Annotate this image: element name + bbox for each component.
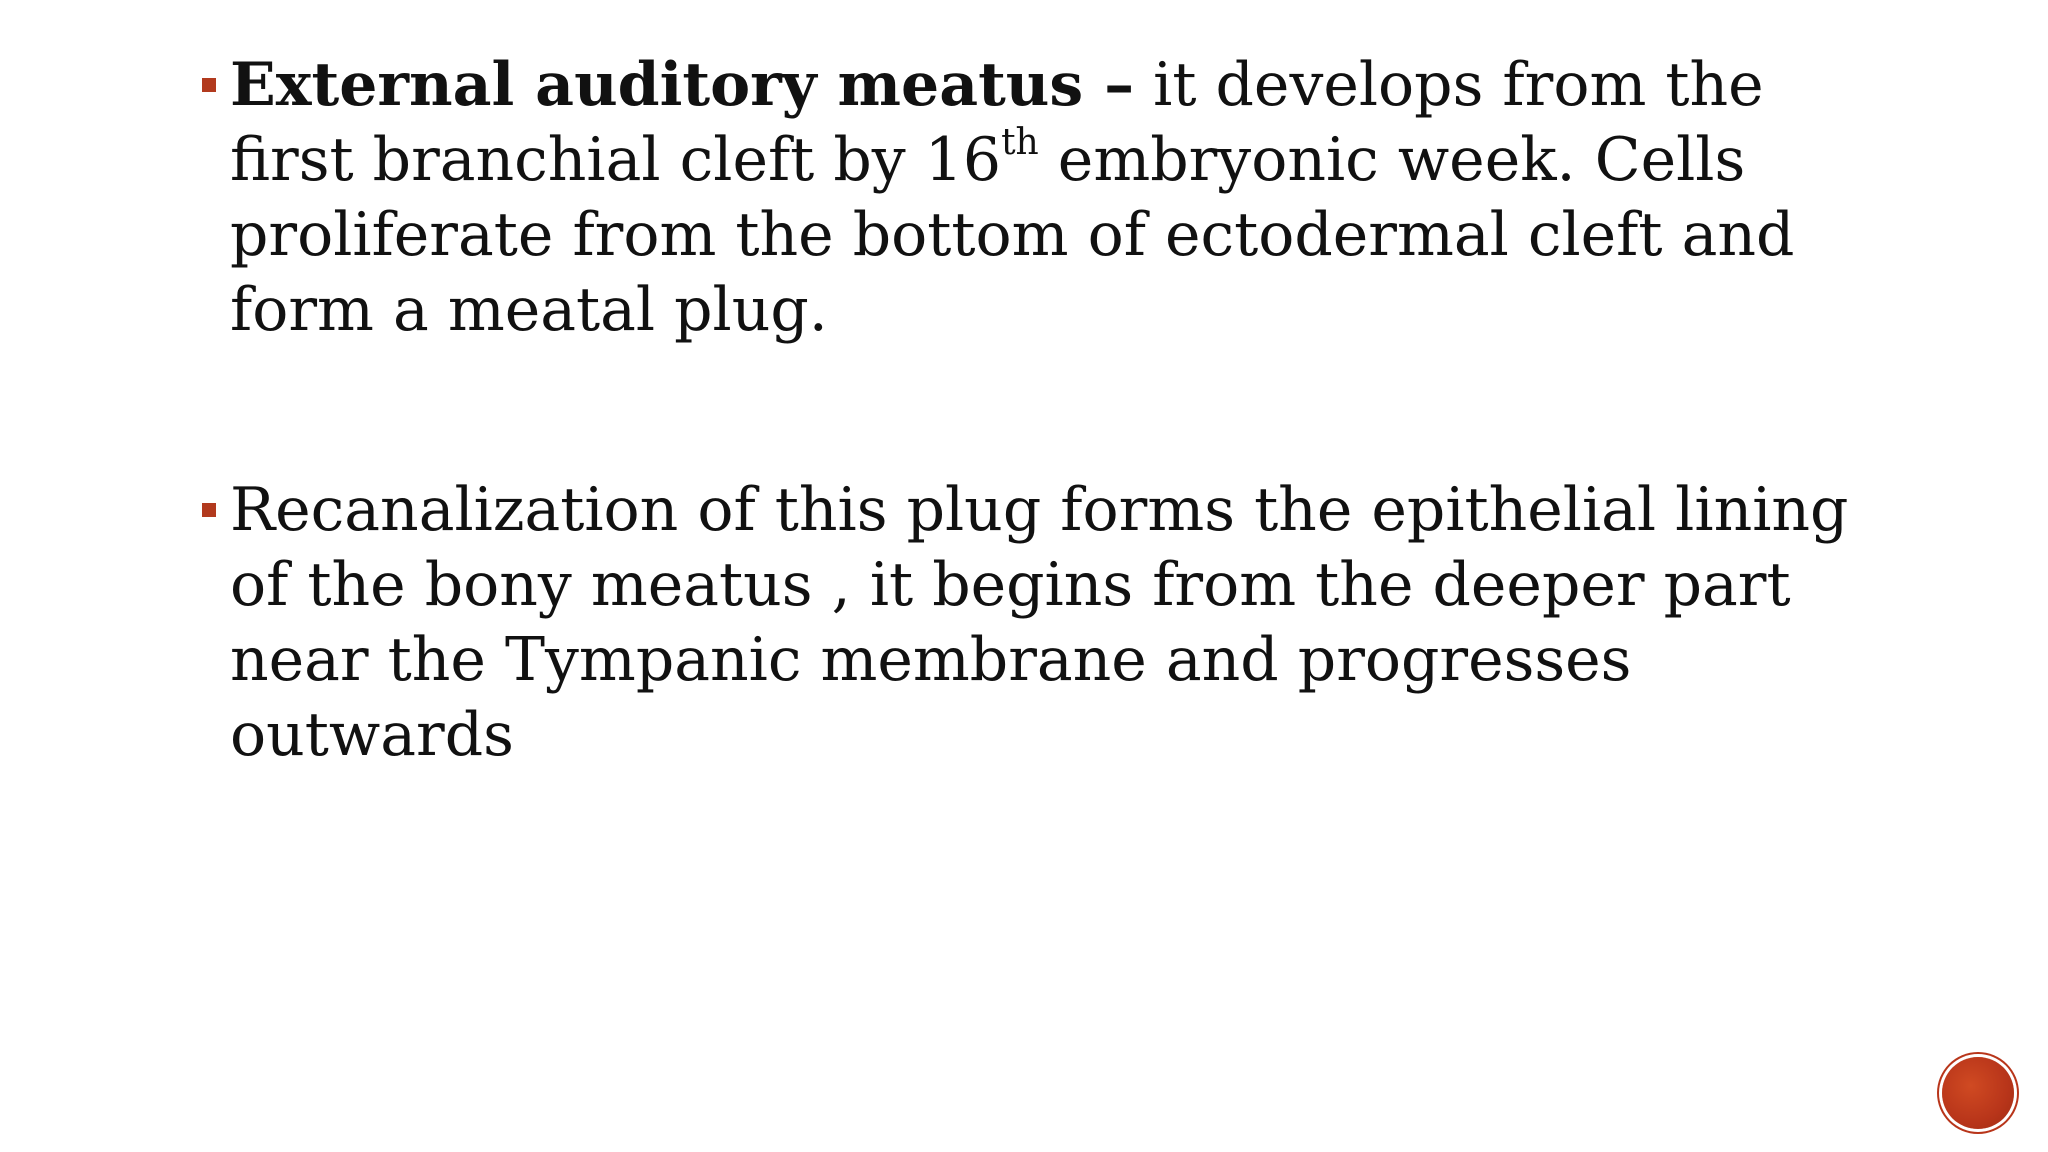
square-bullet-icon	[202, 78, 216, 92]
bullet-text: Recanalization of this plug forms the epithelial lining of the bony meatus , it begins from the deeper part near the Tympanic membrane and progresses outwards	[230, 475, 1849, 770]
circle-button-icon[interactable]	[1942, 1057, 2014, 1129]
bullet-text-part-2: embryonic week. Cells proliferate from the bottom of ectodermal cleft and form a meatal plug.	[230, 125, 1795, 345]
slide-body	[200, 48, 1880, 773]
square-bullet-icon	[202, 503, 216, 517]
bullet-text-part-1: it develops from the first branchial cleft by 16	[230, 50, 1764, 195]
bullet-external-auditory-meatus	[200, 48, 1880, 348]
bullet-recanalization	[200, 473, 1880, 773]
bullet-term: External auditory meatus –	[230, 50, 1135, 120]
ordinal-suffix: th	[1001, 122, 1039, 163]
